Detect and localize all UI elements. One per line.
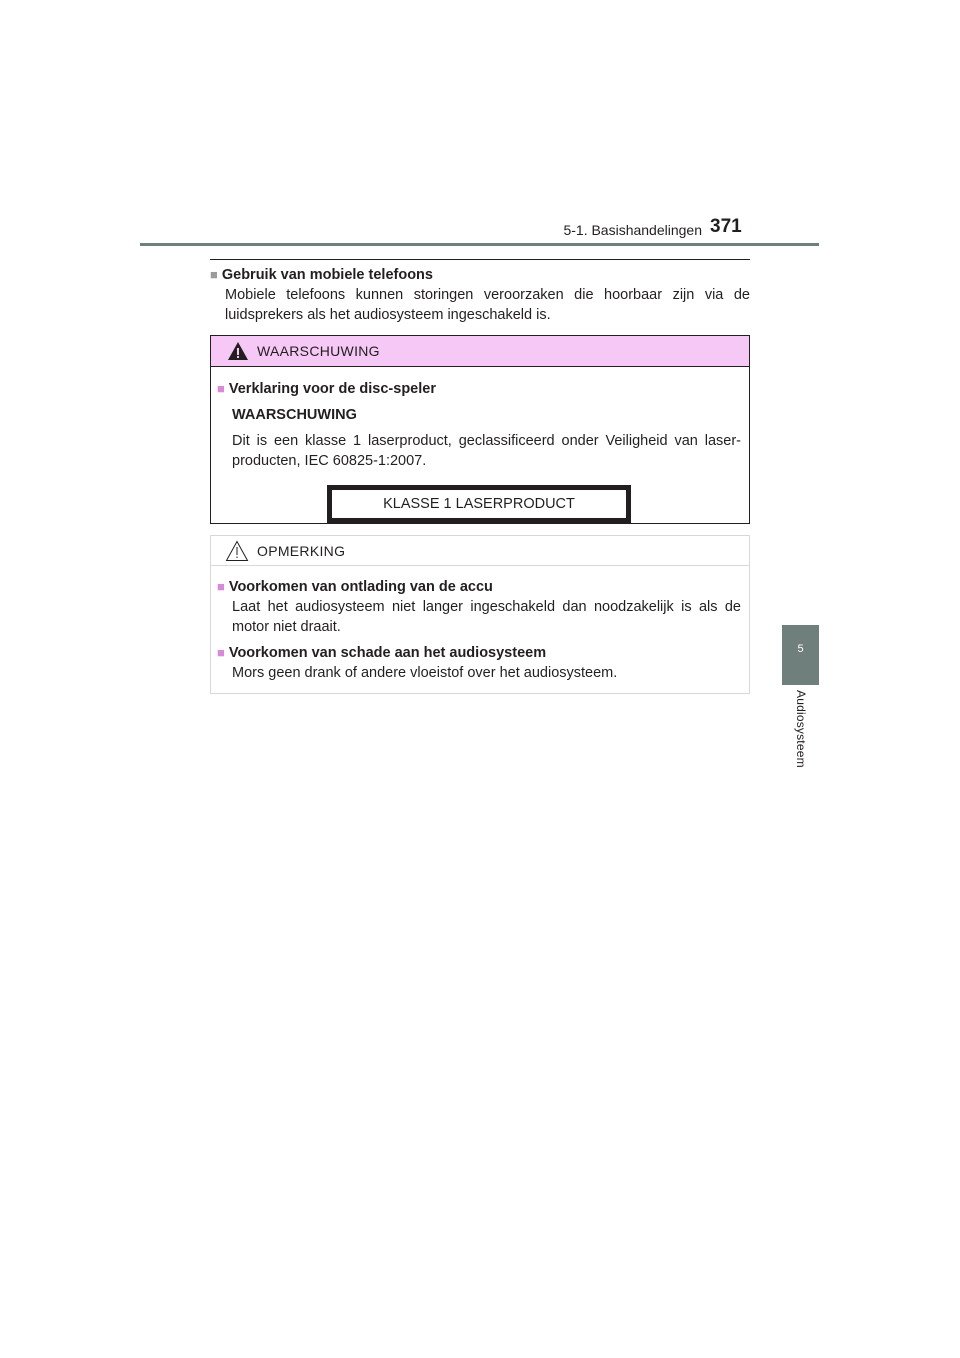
note-box xyxy=(210,535,750,694)
warning-title: WAARSCHUWING xyxy=(257,343,380,359)
note-title: OPMERKING xyxy=(257,542,346,559)
laser-product-label: KLASSE 1 LASERPRODUCT xyxy=(327,485,631,523)
intro-heading: Gebruik van mobiele telefoons xyxy=(221,267,433,283)
intro-section xyxy=(210,265,750,325)
note-item-text: Laat het audiosysteem niet langer ingeschakeld dan noodzakelijk is als de motor niet draait. xyxy=(232,599,741,635)
note-heading-row xyxy=(217,643,741,663)
intro-heading-row xyxy=(210,265,750,285)
warning-triangle-icon xyxy=(227,341,249,361)
warning-content xyxy=(211,367,749,523)
section-title: 5-1. Basishandelingen xyxy=(563,222,702,238)
page-number: 371 xyxy=(710,216,742,237)
note-item-text: Mors geen drank of andere vloeistof over het audiosysteem. xyxy=(232,665,618,681)
note-item-heading: Voorkomen van schade aan het audiosysteem xyxy=(228,645,547,661)
chapter-tab: 5 xyxy=(782,625,819,685)
note-content xyxy=(211,566,749,683)
warning-text: Dit is een klasse 1 laserproduct, geclassificeerd onder Veiligheid van laser-producten, IEC 60825-1:2007. xyxy=(232,433,741,469)
note-item-heading: Voorkomen van ontlading van de accu xyxy=(228,579,493,595)
chapter-label: Audiosysteem xyxy=(794,690,808,768)
square-bullet-icon: ■ xyxy=(217,381,225,396)
caution-triangle-icon xyxy=(225,540,249,562)
warning-subheading: WAARSCHUWING xyxy=(232,407,357,423)
section-divider xyxy=(210,259,750,260)
warning-heading-row xyxy=(217,379,741,399)
warning-box xyxy=(210,335,750,524)
square-bullet-icon: ■ xyxy=(210,267,218,282)
warning-header xyxy=(211,336,749,367)
square-bullet-icon: ■ xyxy=(217,645,225,660)
warning-heading: Verklaring voor de disc-speler xyxy=(228,381,436,397)
intro-text: Mobiele telefoons kunnen storingen veroorzaken die hoorbaar zijn via de luidsprekers als het audiosysteem ingeschakeld is. xyxy=(225,287,750,323)
note-header xyxy=(211,536,749,566)
header-divider xyxy=(140,243,819,246)
square-bullet-icon: ■ xyxy=(217,579,225,594)
note-heading-row xyxy=(217,577,741,597)
